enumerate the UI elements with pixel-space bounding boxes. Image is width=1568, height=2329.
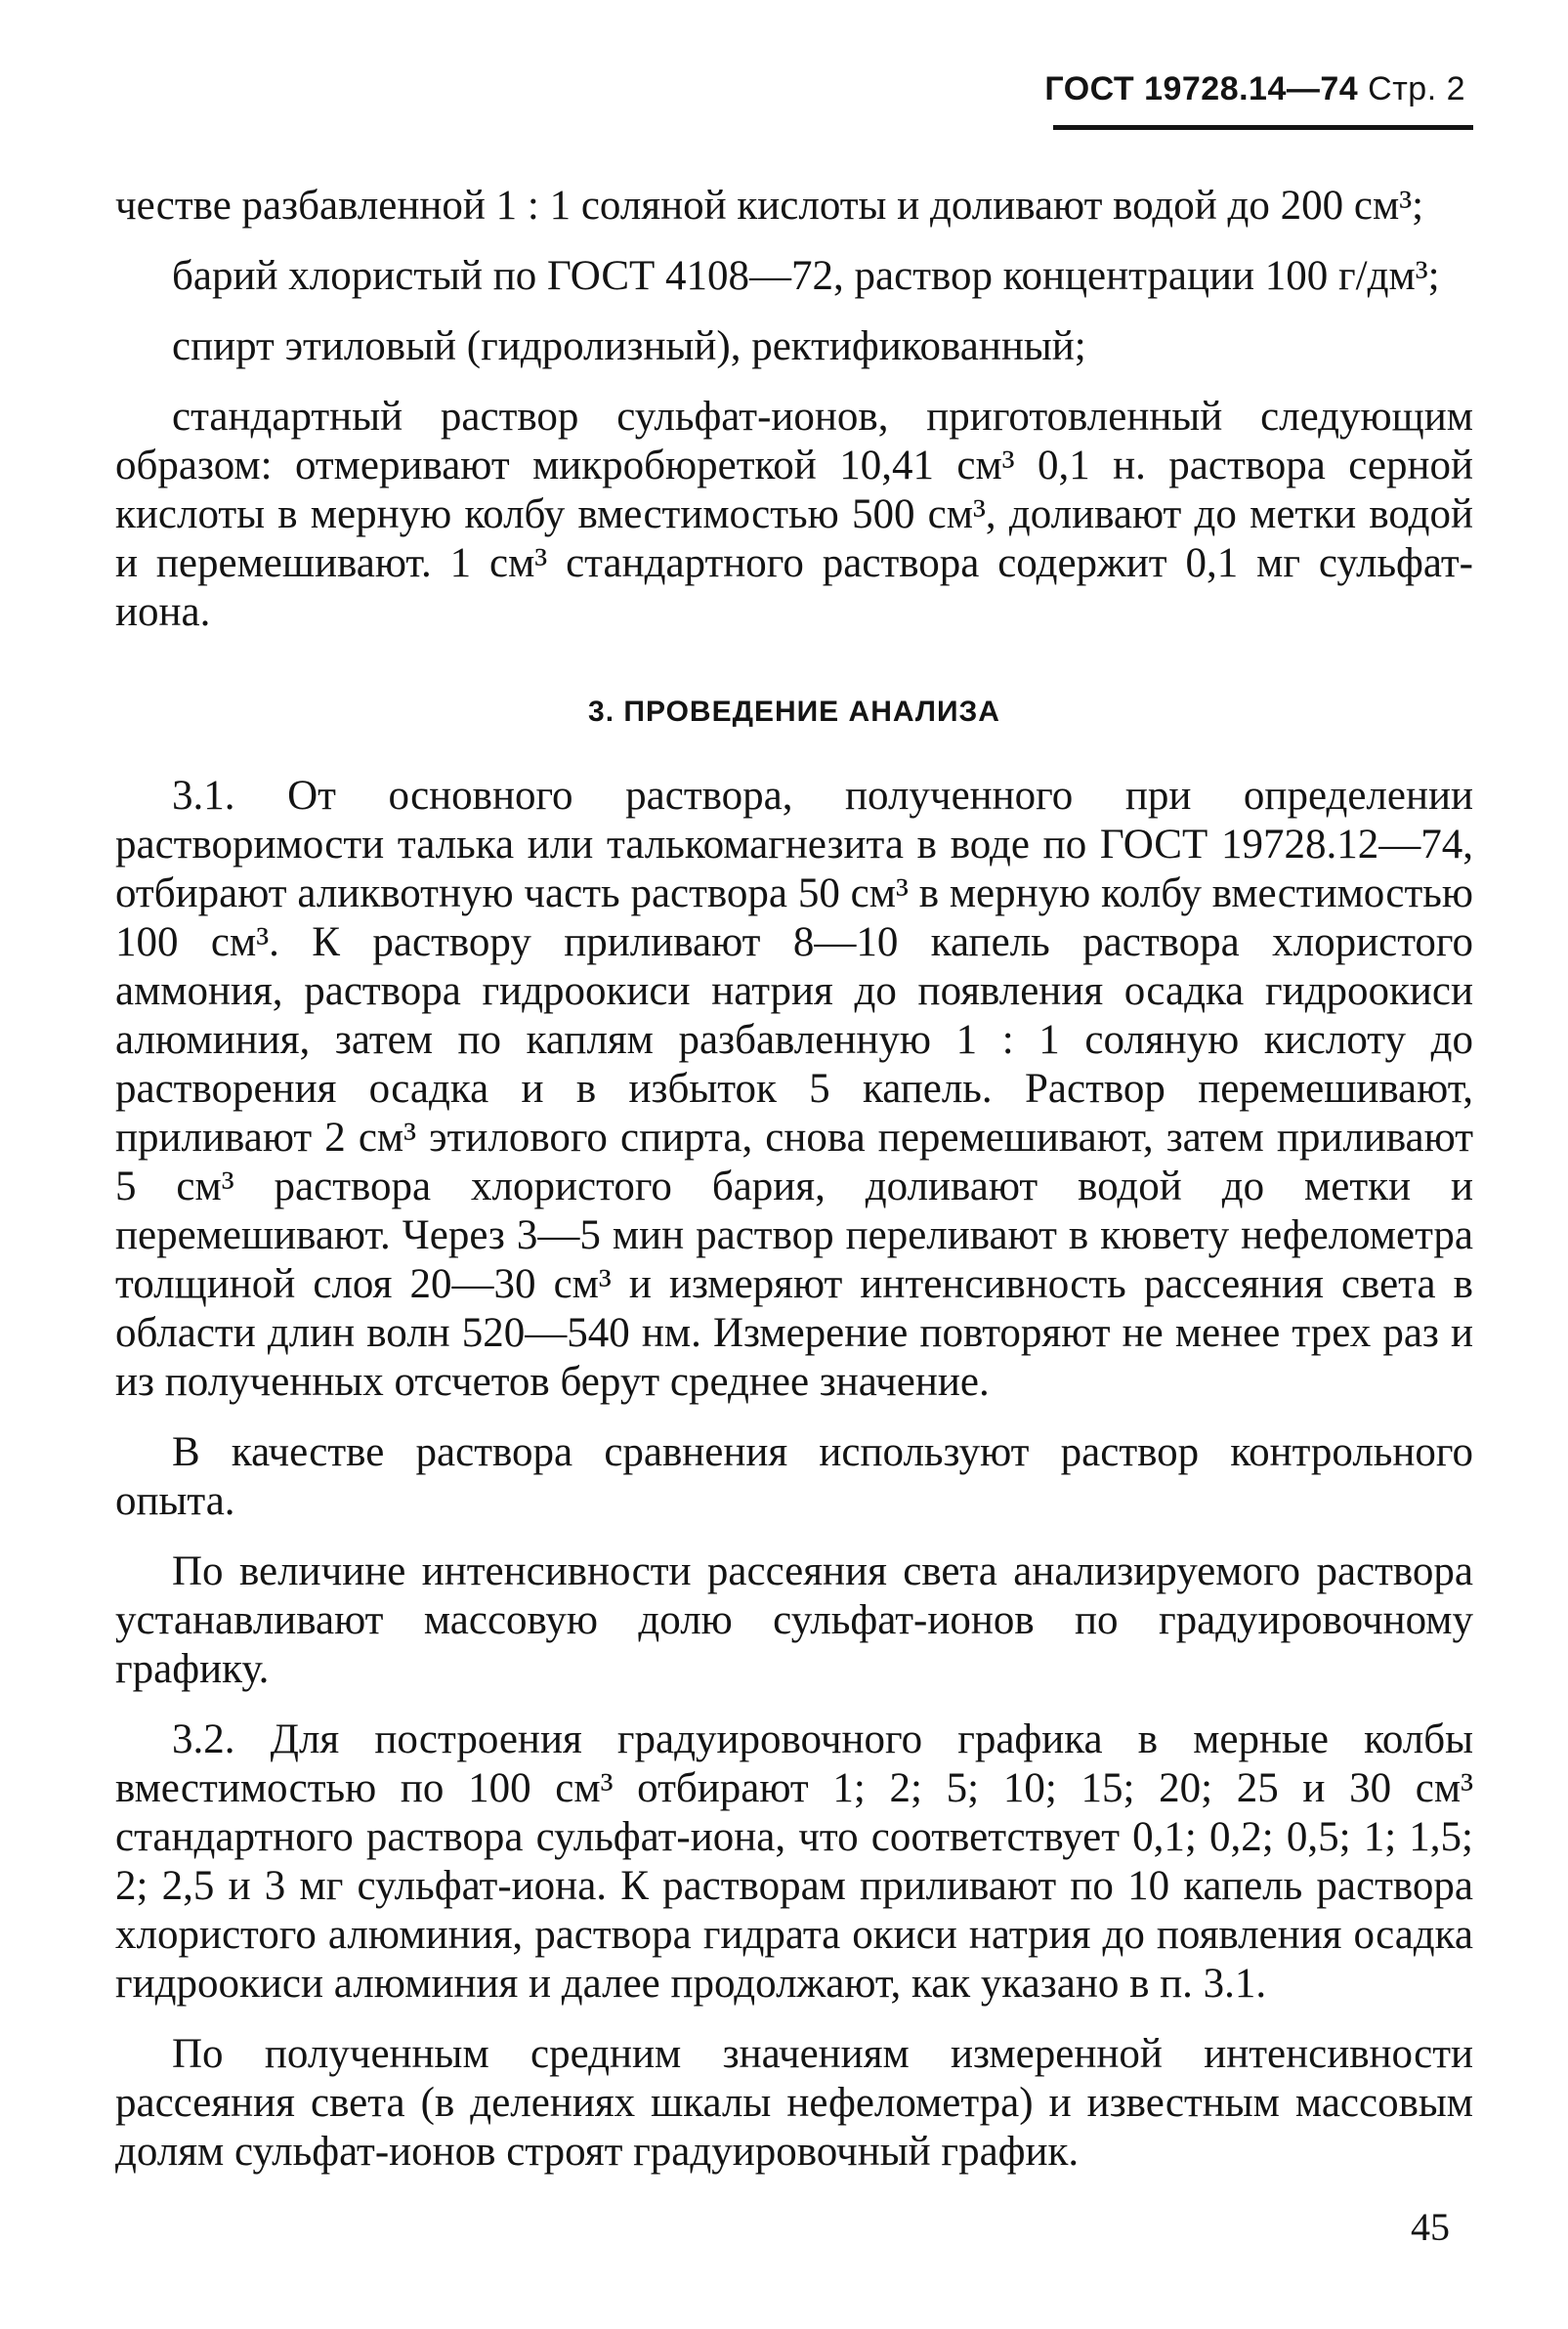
- running-header: [1036, 70, 1465, 108]
- paragraph-ethyl-alcohol: спирт этиловый (гидролизный), ректификованный;: [172, 323, 1086, 369]
- paragraph-calibration-graph: По полученным средним значениям измеренной интенсивности рассеяния света (в делениях шкалы нефелометра) и известным массовым долям сульфат-ионов строят градуировочный график.: [115, 2031, 1473, 2175]
- body-text: [115, 182, 1473, 2198]
- document-page: [115, 0, 1473, 2329]
- paragraph-standard-solution: стандартный раствор сульфат-ионов, приготовленный следующим образом: отмеривают микробюреткой 10,41 см³ 0,1 н. раствора серной кислоты в мерную колбу вместимостью 500 см³, доливают до метки водой и перемешивают. 1 см³ стандартного раствора содержит 0,1 мг сульфат-иона.: [115, 394, 1473, 635]
- paragraph-3-1: 3.1. От основного раствора, полученного при определении растворимости талька или талькомагнезита в воде по ГОСТ 19728.12—74, отбирают аликвотную часть раствора 50 см³ в мерную колбу вместимостью 100 см³. К раствору приливают 8—10 капель раствора хлористого аммония, раствора гидроокиси натрия до появления осадка гидроокиси алюминия, затем по каплям разбавленную 1 : 1 соляную кислоту до растворения осадка и в избыток 5 капель. Раствор перемешивают, приливают 2 см³ этилового спирта, снова перемешивают, затем приливают 5 см³ раствора хлористого бария, доливают водой до метки и перемешивают. Через 3—5 мин раствор переливают в кювету нефелометра толщиной слоя 20—30 см³ и измеряют интенсивность рассеяния света в области длин волн 520—540 нм. Измерение повторяют не менее трех раз и из полученных отсчетов берут среднее значение.: [115, 773, 1473, 1405]
- standard-number: ГОСТ 19728.14—74: [1044, 70, 1359, 107]
- paragraph-reference-solution: В качестве раствора сравнения используют раствор контрольного опыта.: [115, 1429, 1473, 1524]
- paragraph-barium-chloride: барий хлористый по ГОСТ 4108—72, раствор концентрации 100 г/дм³;: [172, 253, 1440, 299]
- header-rule: [1053, 125, 1473, 130]
- page-number: 45: [1411, 2205, 1450, 2249]
- paragraph-continuation: честве разбавленной 1 : 1 соляной кислоты и доливают водой до 200 см³;: [115, 183, 1424, 229]
- paragraph-3-2: 3.2. Для построения градуировочного графика в мерные колбы вместимостью по 100 см³ отбирают 1; 2; 5; 10; 15; 20; 25 и 30 см³ стандартного раствора сульфат-иона, что соответствует 0,1; 0,2; 0,5; 1; 1,5; 2; 2,5 и 3 мг сульфат-иона. К растворам приливают по 10 капель раствора хлористого алюминия, раствора гидрата окиси натрия до появления осадка гидроокиси алюминия и далее продолжают, как указано в п. 3.1.: [115, 1716, 1473, 2007]
- page-label: Стр. 2: [1368, 70, 1465, 107]
- section-title: 3. ПРОВЕДЕНИЕ АНАЛИЗА: [588, 696, 1000, 728]
- paragraph-intensity: По величине интенсивности рассеяния света анализируемого раствора устанавливают массовую долю сульфат-ионов по градуировочному графику.: [115, 1548, 1473, 1692]
